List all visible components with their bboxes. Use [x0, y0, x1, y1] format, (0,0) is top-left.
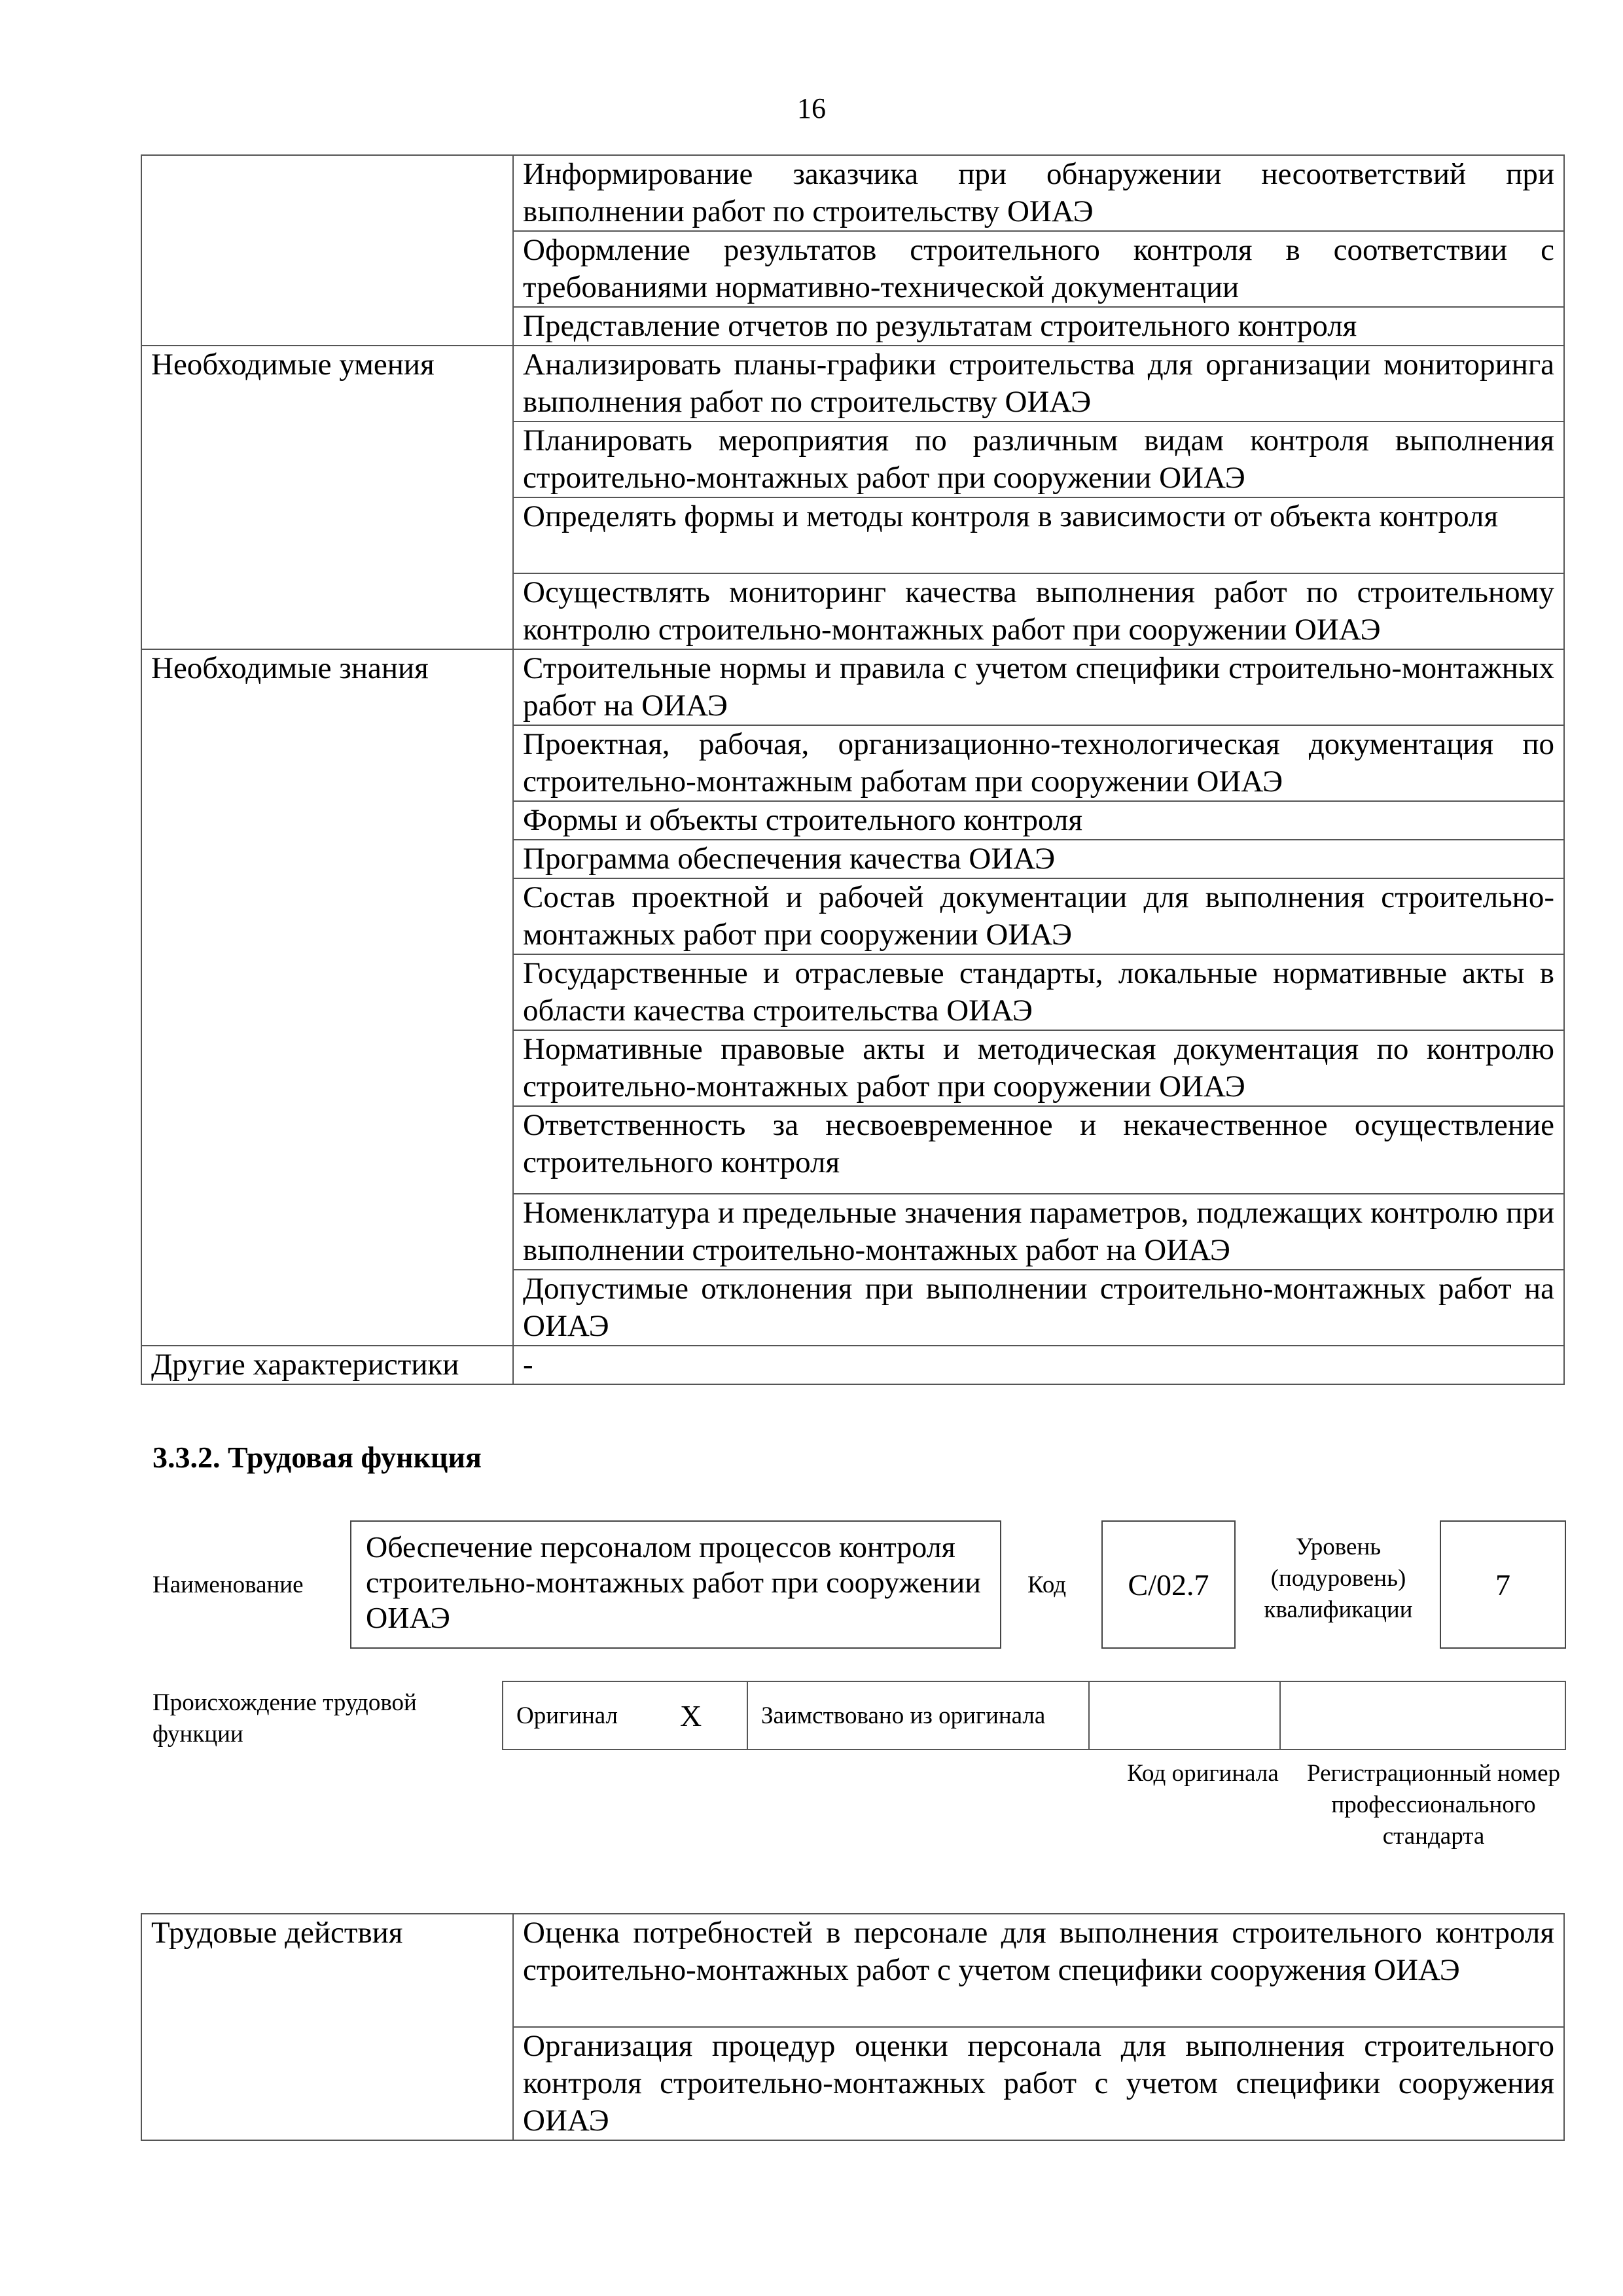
table-cell: Организация процедур оценки персонала для выполнения строительного контроля строительно-монтажных работ с учетом специфики сооружения ОИАЭ — [513, 2027, 1564, 2140]
registration-number-cell — [1280, 1681, 1565, 1749]
page-number: 16 — [797, 92, 826, 124]
registration-number-caption: Регистрационный номер профессионального стандарта — [1306, 1760, 1560, 1850]
original-code-cell — [1089, 1681, 1280, 1749]
table-cell: - — [513, 1346, 1564, 1384]
original-mark: X — [667, 1681, 747, 1749]
original-code-caption: Код оригинала — [1127, 1760, 1279, 1787]
table-cell: Анализировать планы-графики строительства для организации мониторинга выполнения работ по строительству ОИАЭ — [513, 346, 1564, 422]
requirements-table — [141, 154, 1565, 1385]
table-cell: Допустимые отклонения при выполнении строительно-монтажных работ на ОИАЭ — [513, 1270, 1564, 1346]
table-cell: Программа обеспечения качества ОИАЭ — [513, 840, 1564, 878]
table-cell: Оценка потребностей в персонале для выполнения строительного контроля строительно-монтажных работ с учетом специфики сооружения ОИАЭ — [513, 1914, 1564, 2027]
qualification-level-box: 7 — [1440, 1520, 1566, 1649]
table-cell: Формы и объекты строительного контроля — [513, 801, 1564, 840]
row-label: Другие характеристики — [141, 1346, 513, 1384]
table-cell: Представление отчетов по результатам строительного контроля — [513, 307, 1564, 346]
origin-label: Происхождение трудовой функции — [152, 1689, 417, 1748]
origin-table — [502, 1681, 1566, 1750]
row-label: Необходимые умения — [141, 346, 513, 649]
function-name-box: Обеспечение персоналом процессов контроля строительно-монтажных работ при сооружении ОИАЭ — [350, 1520, 1001, 1649]
table-cell: Планировать мероприятия по различным видам контроля выполнения строительно-монтажных работ при сооружении ОИАЭ — [513, 422, 1564, 497]
table-cell: Осуществлять мониторинг качества выполнения работ по строительному контролю строительно-монтажных работ при сооружении ОИАЭ — [513, 573, 1564, 649]
table-cell: Ответственность за несвоевременное и некачественное осуществление строительного контроля — [513, 1106, 1564, 1194]
table-cell: Определять формы и методы контроля в зависимости от объекта контроля — [513, 497, 1564, 573]
row-label: Необходимые знания — [141, 649, 513, 1346]
code-label: Код — [1027, 1571, 1067, 1598]
section-heading: 3.3.2. Трудовая функция — [152, 1441, 482, 1474]
table-cell: Состав проектной и рабочей документации для выполнения строительно-монтажных работ при сооружении ОИАЭ — [513, 878, 1564, 954]
table-cell: Номенклатура и предельные значения параметров, подлежащих контролю при выполнении строительно-монтажных работ на ОИАЭ — [513, 1194, 1564, 1270]
table-cell: Строительные нормы и правила с учетом специфики строительно-монтажных работ на ОИАЭ — [513, 649, 1564, 725]
name-label: Наименование — [152, 1571, 304, 1598]
borrowed-label: Заимствовано из оригинала — [747, 1681, 1089, 1749]
table-cell: Проектная, рабочая, организационно-технологическая документация по строительно-монтажным работам при сооружении ОИАЭ — [513, 725, 1564, 801]
table-cell: Оформление результатов строительного контроля в соответствии с требованиями нормативно-технической документации — [513, 231, 1564, 307]
table-cell: Государственные и отраслевые стандарты, локальные нормативные акты в области качества строительства ОИАЭ — [513, 954, 1564, 1030]
table-cell: Нормативные правовые акты и методическая документация по контролю строительно-монтажных работ при сооружении ОИАЭ — [513, 1030, 1564, 1106]
level-label: Уровень (подуровень) квалификации — [1264, 1534, 1413, 1623]
function-code-box: C/02.7 — [1101, 1520, 1236, 1649]
row-label: Трудовые действия — [141, 1914, 513, 2140]
row-label — [141, 155, 513, 346]
labor-actions-table — [141, 1913, 1565, 2141]
table-cell: Информирование заказчика при обнаружении несоответствий при выполнении работ по строительству ОИАЭ — [513, 155, 1564, 231]
original-label: Оригинал — [503, 1681, 667, 1749]
